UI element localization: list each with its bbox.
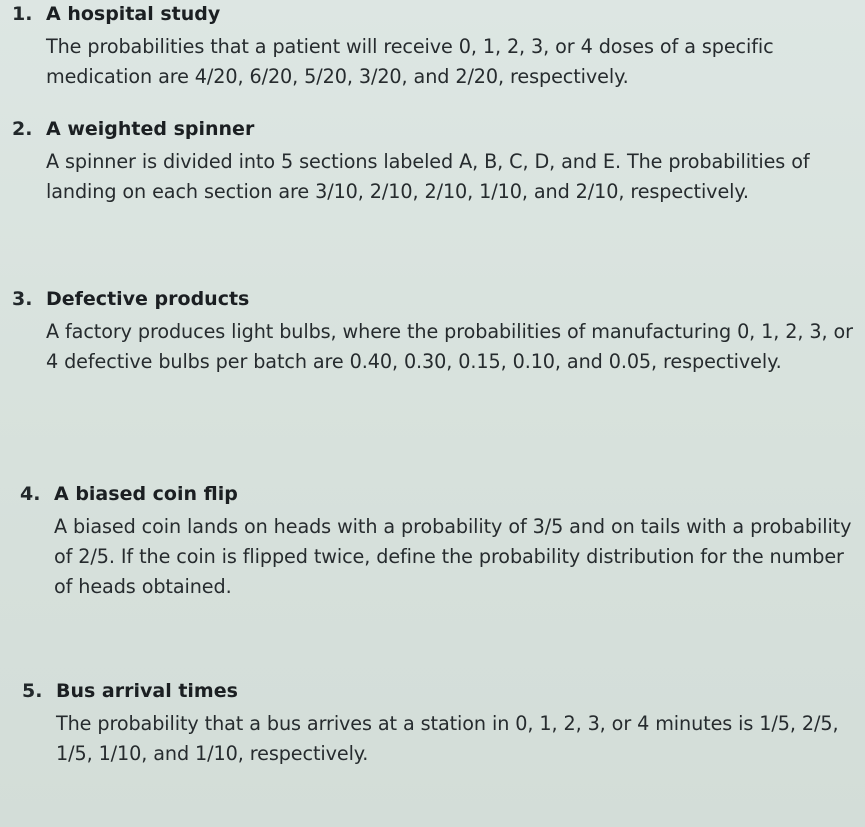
problem-text: The probabilities that a patient will receive 0, 1, 2, 3, or 4 doses of a specific medication are 4/20, 6/20, 5/20, 3/20, and 2/20, respectively. xyxy=(46,35,774,88)
problem-text: A factory produces light bulbs, where the probabilities of manufacturing 0, 1, 2, 3, or 4 defective bulbs per batch are 0.40, 0.30, 0.15, 0.10, and 0.05, respectively. xyxy=(46,320,853,373)
problem-title: Bus arrival times xyxy=(56,680,238,702)
problem-text: A spinner is divided into 5 sections labeled A, B, C, D, and E. The probabilities of landing on each section are 3/10, 2/10, 2/10, 1/10, and 2/10, respectively. xyxy=(46,150,810,203)
problem-title: A weighted spinner xyxy=(46,118,255,140)
problem-number: 1. xyxy=(12,3,33,25)
problem-number: 4. xyxy=(20,483,41,505)
problem-text: A biased coin lands on heads with a probability of 3/5 and on tails with a probability of 2/5. If the coin is flipped twice, define the probability distribution for the number of heads obtained. xyxy=(54,515,852,598)
problem-text: The probability that a bus arrives at a station in 0, 1, 2, 3, or 4 minutes is 1/5, 2/5, 1/5, 1/10, and 1/10, respectively. xyxy=(56,712,839,765)
problem-title: A biased coin flip xyxy=(54,483,238,505)
problem-title: A hospital study xyxy=(46,3,221,25)
problem-number: 5. xyxy=(22,680,43,702)
problem-title: Defective products xyxy=(46,288,250,310)
problem-number: 3. xyxy=(12,288,33,310)
problem-number: 2. xyxy=(12,118,33,140)
